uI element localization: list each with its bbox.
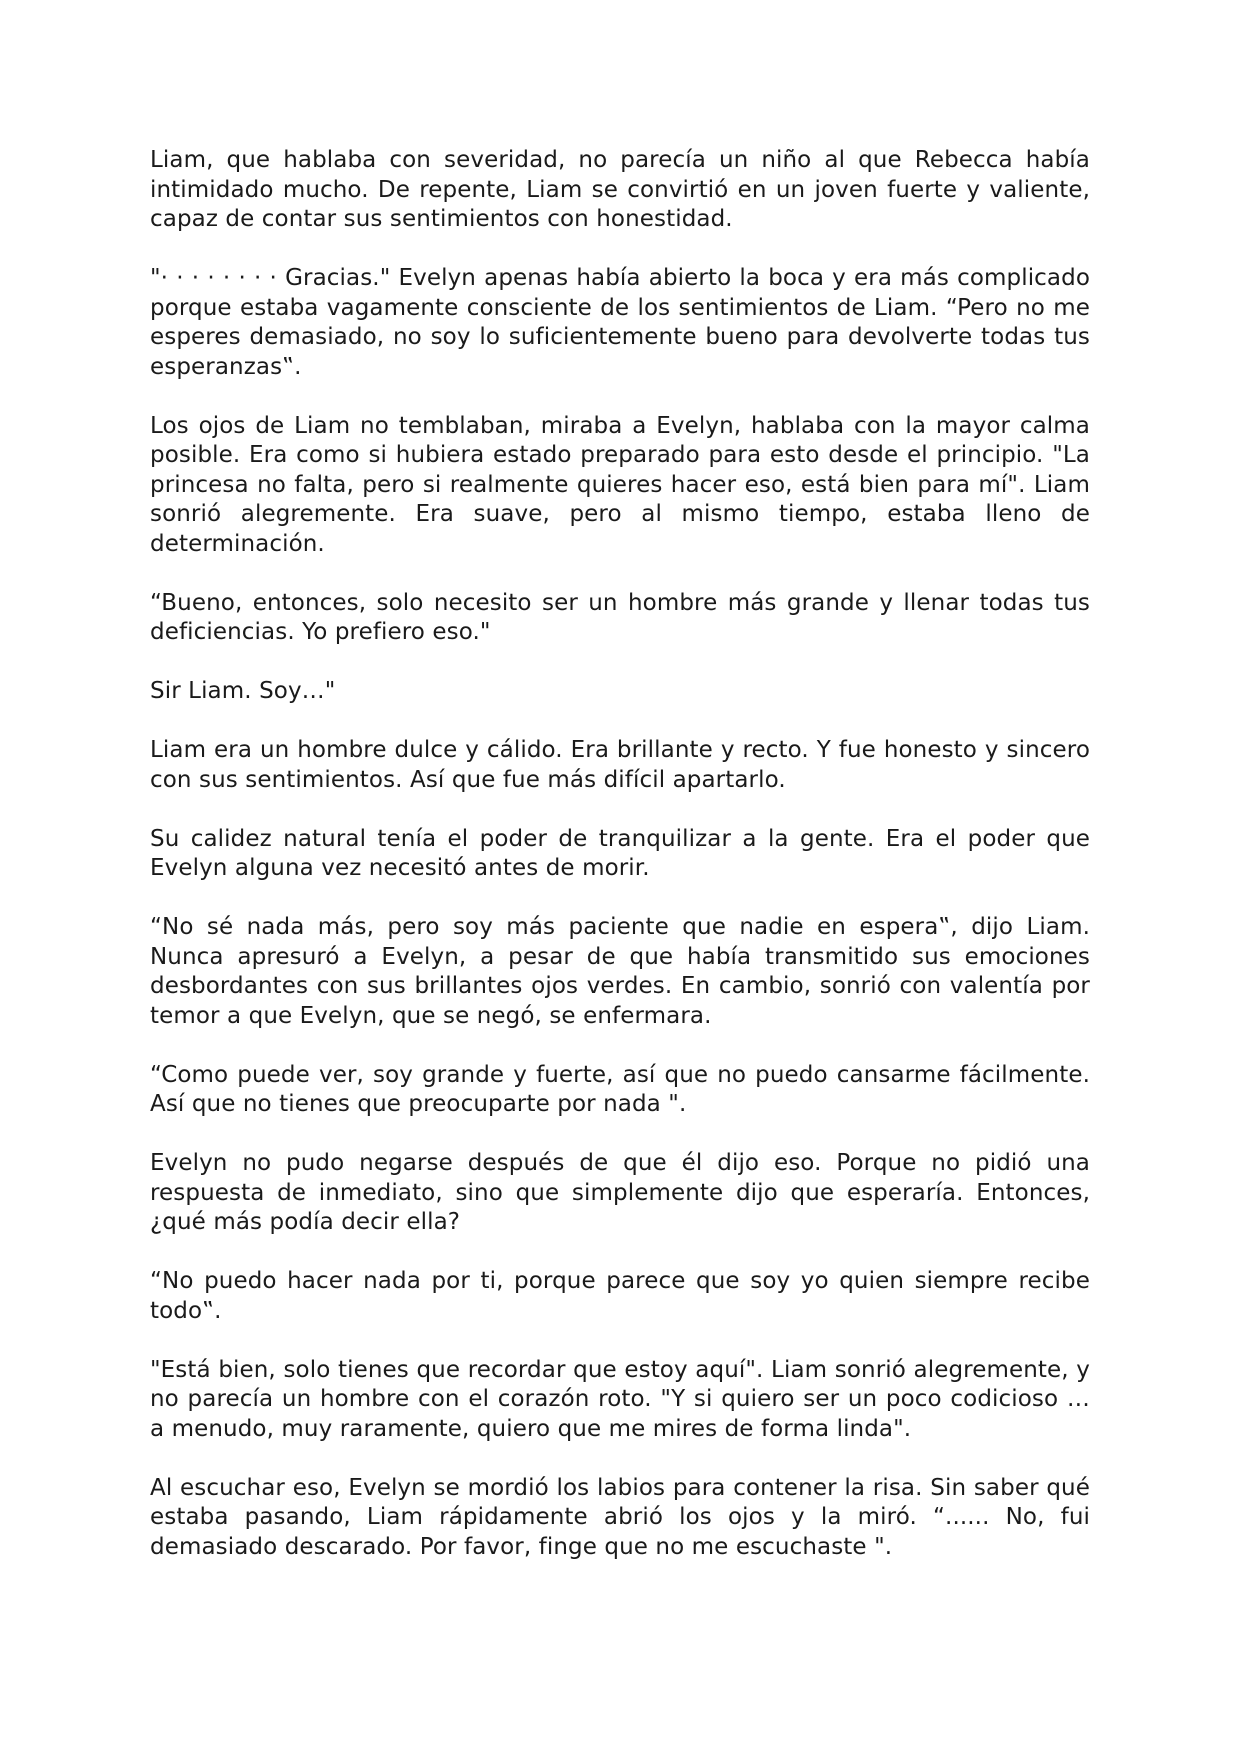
paragraph: Liam, que hablaba con severidad, no parecía un niño al que Rebecca había intimidado mucho. De repente, Liam se convirtió en un joven fuerte y valiente, capaz de contar sus sentimientos con honestidad. bbox=[150, 147, 1090, 232]
paragraph: "· · · · · · · · Gracias." Evelyn apenas había abierto la boca y era más complicado porque estaba vagamente consciente de los sentimientos de Liam. “Pero no me esperes demasiado, no soy lo suficientemente bueno para devolverte todas tus esperanzas‟. bbox=[150, 265, 1090, 380]
paragraph: Al escuchar eso, Evelyn se mordió los labios para contener la risa. Sin saber qué estaba pasando, Liam rápidamente abrió los ojos y la miró. “...... No, fui demasiado descarado. Por favor, finge que no me escuchaste ". bbox=[150, 1474, 1090, 1560]
paragraph: “No puedo hacer nada por ti, porque parece que soy yo quien siempre recibe todo‟. bbox=[150, 1268, 1090, 1324]
paragraph: "Está bien, solo tienes que recordar que estoy aquí". Liam sonrió alegremente, y no parecía un hombre con el corazón roto. "Y si quiero ser un poco codicioso … a menudo, muy raramente, quiero que me mires de forma linda". bbox=[150, 1356, 1090, 1442]
paragraph: Su calidez natural tenía el poder de tranquilizar a la gente. Era el poder que Evelyn alguna vez necesitó antes de morir. bbox=[150, 825, 1090, 881]
paragraph: Sir Liam. Soy…" bbox=[150, 678, 336, 704]
paragraph: “Como puede ver, soy grande y fuerte, así que no puedo cansarme fácilmente. Así que no tienes que preocuparte por nada ". bbox=[150, 1061, 1090, 1117]
paragraph: “No sé nada más, pero soy más paciente que nadie en espera‟, dijo Liam. Nunca apresuró a Evelyn, a pesar de que había transmitido sus emociones desbordantes con sus brillantes ojos verdes. En cambio, sonrió con valentía por temor a que Evelyn, que se negó, se enfermara. bbox=[150, 914, 1090, 1029]
paragraph: “Bueno, entonces, solo necesito ser un hombre más grande y llenar todas tus deficiencias. Yo prefiero eso." bbox=[150, 589, 1090, 645]
paragraph: Liam era un hombre dulce y cálido. Era brillante y recto. Y fue honesto y sincero con sus sentimientos. Así que fue más difícil apartarlo. bbox=[150, 737, 1090, 793]
paragraph: Los ojos de Liam no temblaban, miraba a Evelyn, hablaba con la mayor calma posible. Era como si hubiera estado preparado para esto desde el principio. "La princesa no falta, pero si realmente quieres hacer eso, está bien para mí". Liam sonrió alegremente. Era suave, pero al mismo tiempo, estaba lleno de determinación. bbox=[150, 412, 1090, 557]
document-body bbox=[150, 146, 1090, 1592]
paragraph: Evelyn no pudo negarse después de que él dijo eso. Porque no pidió una respuesta de inmediato, sino que simplemente dijo que esperaría. Entonces, ¿qué más podía decir ella? bbox=[150, 1150, 1090, 1235]
